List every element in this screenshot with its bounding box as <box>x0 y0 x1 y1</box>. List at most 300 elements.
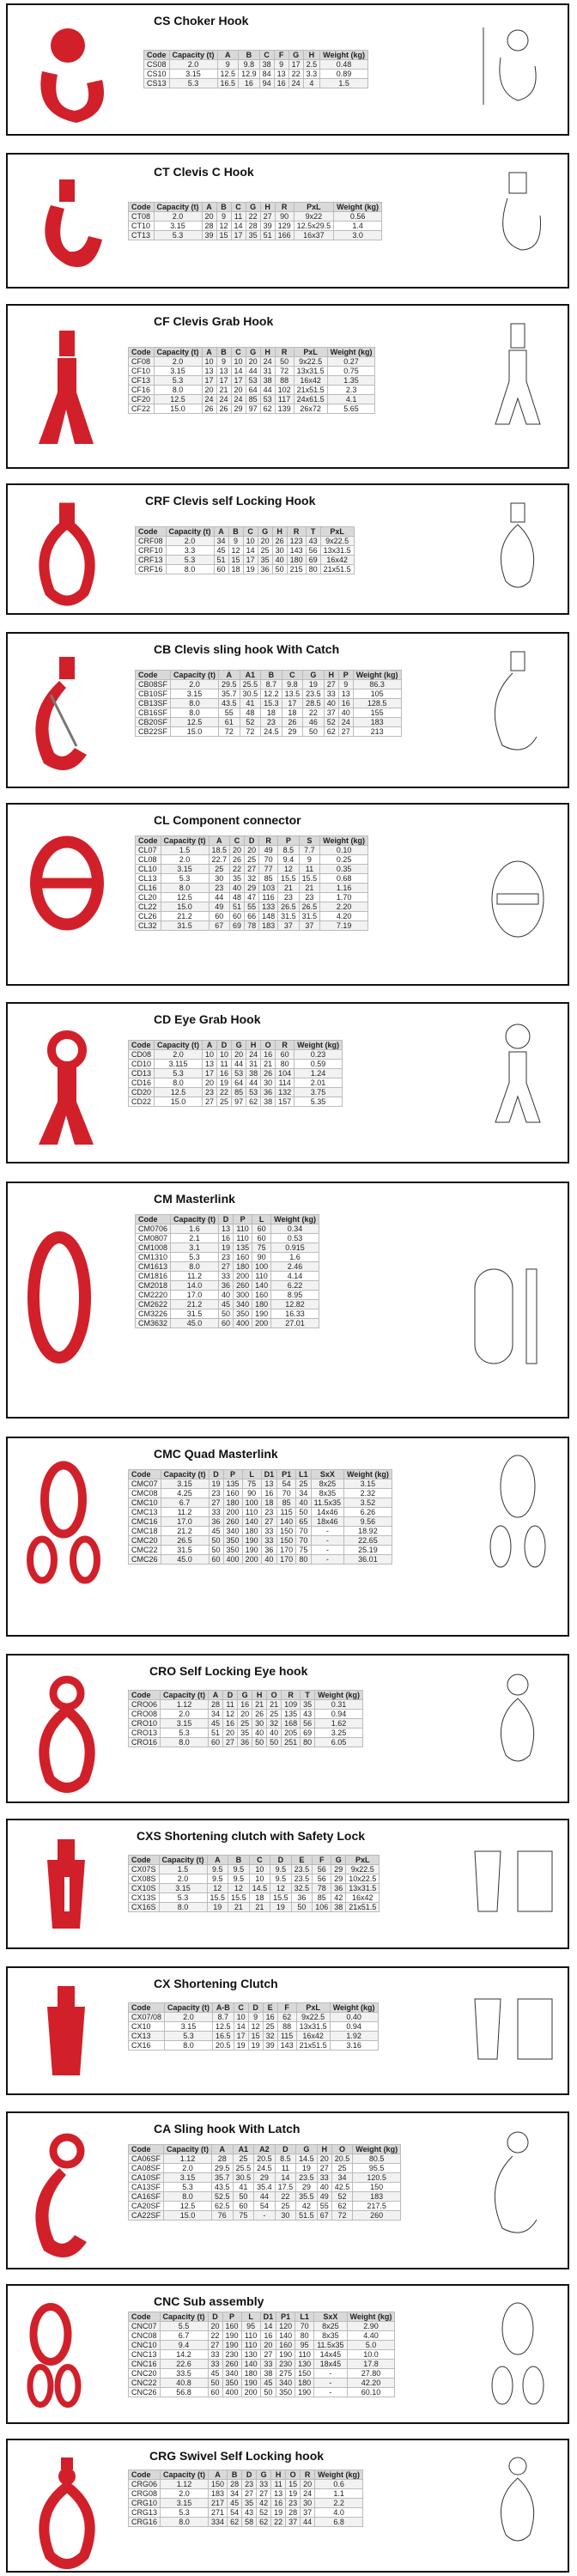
table-cell: 6.05 <box>315 1738 363 1747</box>
table-cell: 50 <box>233 2192 254 2202</box>
table-cell: 16.5 <box>213 2032 234 2041</box>
table-cell: 12 <box>228 546 243 556</box>
table-cell: 36 <box>291 1893 313 1903</box>
table-cell: 0.94 <box>330 2022 378 2032</box>
table-row <box>129 2369 395 2379</box>
table-row <box>129 1700 363 1710</box>
spec-table <box>128 1040 343 1107</box>
table-cell: 50 <box>252 1738 267 1747</box>
table-cell: 17 <box>282 699 303 708</box>
column-header: R <box>259 836 278 846</box>
product-section <box>6 1002 569 1163</box>
section-title: CL Component connector <box>154 813 301 827</box>
table-row <box>136 1291 319 1300</box>
table-cell: 29 <box>282 727 303 737</box>
table-cell: 28 <box>209 1700 223 1710</box>
table-cell: CRG16 <box>129 2518 161 2527</box>
table-cell: 2.0 <box>155 1050 203 1060</box>
table-row <box>129 1738 363 1747</box>
section-title: CX Shortening Clutch <box>154 1977 278 1990</box>
table-cell: 115 <box>277 2032 296 2041</box>
table-cell: 26 <box>216 404 231 414</box>
table-cell: 8.0 <box>161 2518 209 2527</box>
table-cell: 12.5 <box>164 2202 212 2211</box>
table-cell: 183 <box>259 921 278 931</box>
table-cell: 123 <box>287 537 306 546</box>
table-cell: 9x22 <box>294 212 334 222</box>
table-cell: 180 <box>234 1262 252 1272</box>
table-cell: CL22 <box>136 902 161 912</box>
table-row <box>129 2341 395 2350</box>
column-header: Weight (kg) <box>320 51 368 60</box>
table-cell: 20.5 <box>331 2154 353 2164</box>
table-row <box>129 222 382 231</box>
table-cell: 16x37 <box>294 231 334 240</box>
table-cell: 22 <box>208 2331 222 2341</box>
table-cell: 29 <box>296 2183 318 2192</box>
table-cell: 350 <box>276 2388 295 2397</box>
table-cell: 27 <box>257 2489 271 2499</box>
table-cell: 44 <box>209 893 230 902</box>
column-header: L <box>242 1470 261 1479</box>
section-title: CM Masterlink <box>154 1192 235 1206</box>
column-header: P <box>223 1470 242 1479</box>
table-cell: 8.0 <box>164 2192 212 2202</box>
table-row <box>136 1272 319 1281</box>
shortening-clutch-icon <box>16 1978 118 2095</box>
table-cell: 21 <box>216 386 231 395</box>
column-header: F <box>277 2003 296 2013</box>
table-cell: 230 <box>276 2360 295 2369</box>
column-header: P1 <box>276 2312 295 2322</box>
table-cell: 36 <box>331 1884 346 1893</box>
table-cell: 9 <box>216 357 231 367</box>
table-cell: 1.12 <box>161 2480 209 2489</box>
table-row <box>129 1536 392 1546</box>
table-cell: 12.5 <box>154 395 202 404</box>
table-cell: 50 <box>208 2379 222 2388</box>
table-cell: 60 <box>209 912 230 921</box>
table-cell: 0.27 <box>327 357 375 367</box>
table-row <box>129 1710 363 1719</box>
table-cell: 28 <box>228 2480 242 2489</box>
table-cell: CNC08 <box>129 2331 161 2341</box>
table-cell: 9 <box>248 2013 263 2022</box>
table-cell: 20 <box>208 2322 222 2331</box>
masterlink-icon <box>16 1194 118 1419</box>
table-cell: 25 <box>263 2022 277 2032</box>
technical-drawing-icon <box>475 839 561 968</box>
table-cell: 18.92 <box>344 1527 392 1536</box>
table-cell: 3.15 <box>159 1884 207 1893</box>
table-cell: 5.3 <box>161 874 209 884</box>
table-cell: 35.4 <box>254 2183 276 2192</box>
table-cell: 26 <box>261 1069 276 1078</box>
column-header: H <box>260 348 275 357</box>
table-cell: 72 <box>219 727 240 737</box>
table-cell: 20 <box>232 1050 246 1060</box>
table-cell: CX10 <box>129 2022 165 2032</box>
table-cell: 62 <box>324 727 338 737</box>
product-section <box>6 1966 569 2095</box>
table-cell: 143 <box>277 2041 296 2050</box>
table-cell: 44 <box>254 2192 276 2202</box>
table-cell: 50 <box>275 357 294 367</box>
table-cell: 190 <box>242 1536 261 1546</box>
table-cell: 160 <box>223 1489 242 1498</box>
table-cell: 32.5 <box>291 1884 313 1893</box>
table-cell: 190 <box>242 1546 261 1555</box>
column-header: B <box>261 671 282 680</box>
column-header: H <box>252 1691 267 1700</box>
table-cell: 1.5 <box>161 846 209 855</box>
technical-drawing-icon <box>475 19 561 122</box>
table-row <box>144 70 368 79</box>
table-cell: CL10 <box>136 865 161 874</box>
table-cell: 40 <box>252 1728 267 1738</box>
table-cell: 17 <box>202 376 216 386</box>
table-cell: 40 <box>324 699 338 708</box>
table-cell: 56.8 <box>160 2388 208 2397</box>
table-cell: 42 <box>257 2499 271 2508</box>
column-header: Capacity (t) <box>154 348 202 357</box>
column-header: Weight (kg) <box>271 1215 319 1224</box>
table-cell: 217.5 <box>353 2202 401 2211</box>
column-header: H <box>272 527 287 537</box>
table-cell: 11.5x35 <box>314 2341 347 2350</box>
table-cell: 109 <box>282 1700 301 1710</box>
table-cell: CT08 <box>129 212 155 222</box>
table-cell: 18 <box>249 1893 270 1903</box>
column-header: R <box>301 2470 315 2480</box>
table-cell: 33 <box>317 2173 331 2183</box>
table-cell: 0.34 <box>271 1224 319 1234</box>
table-cell: 33 <box>209 1508 223 1517</box>
table-cell: 9 <box>274 60 288 70</box>
table-cell: 7.7 <box>299 846 320 855</box>
table-cell: 36 <box>258 565 272 574</box>
technical-drawing-icon <box>475 1452 561 1598</box>
table-cell: CRO06 <box>129 1700 161 1710</box>
table-cell: 1.4 <box>334 222 382 231</box>
column-header: Capacity (t) <box>161 836 209 846</box>
table-cell: 39 <box>263 2041 277 2050</box>
table-cell: 18.5 <box>209 846 230 855</box>
table-row <box>136 690 402 699</box>
table-cell: 72 <box>331 2211 353 2221</box>
table-cell: 32 <box>263 2032 277 2041</box>
table-cell: 22 <box>303 708 325 718</box>
spec-table <box>135 835 368 931</box>
table-cell: 16x42 <box>296 2032 330 2041</box>
table-cell: 25 <box>275 2202 296 2211</box>
table-cell: CM1816 <box>136 1272 171 1281</box>
self-locking-eye-hook-icon <box>16 1666 118 1803</box>
table-cell: 50 <box>272 565 287 574</box>
table-cell: 140 <box>276 2331 295 2341</box>
table-cell: - <box>314 2369 347 2379</box>
column-header: B <box>228 2470 242 2480</box>
table-cell: 14 <box>231 367 246 376</box>
table-cell: 20 <box>230 846 245 855</box>
table-cell: 22.65 <box>344 1536 392 1546</box>
table-cell: 33 <box>324 690 338 699</box>
column-header: Weight (kg) <box>347 2312 395 2322</box>
table-row <box>129 404 375 414</box>
table-cell: 26 <box>272 537 287 546</box>
table-cell: 20 <box>202 212 216 222</box>
table-cell: 0.56 <box>334 212 382 222</box>
table-cell: 350 <box>223 1546 242 1555</box>
table-cell: 62.5 <box>212 2202 234 2211</box>
table-cell: 15 <box>248 2032 263 2041</box>
table-row <box>129 2508 363 2518</box>
column-header: B <box>228 527 243 537</box>
table-cell: 16 <box>261 1489 277 1498</box>
table-cell: - <box>311 1555 343 1564</box>
column-header: D <box>275 2145 296 2154</box>
table-cell: 8.95 <box>271 1291 319 1300</box>
choker-hook-icon <box>16 15 118 136</box>
table-cell: 15.0 <box>154 404 202 414</box>
column-header: G <box>258 527 272 537</box>
table-row <box>129 2322 395 2331</box>
table-cell: 3.1 <box>171 1243 219 1253</box>
table-cell: 21.2 <box>161 1527 209 1536</box>
table-cell: 2.2 <box>315 2499 363 2508</box>
table-cell: 17.0 <box>171 1291 219 1300</box>
table-cell: 80 <box>276 1060 295 1069</box>
table-cell: 39 <box>260 222 275 231</box>
table-cell: CNC22 <box>129 2379 161 2388</box>
column-header: Weight (kg) <box>315 2470 363 2480</box>
table-cell: 23 <box>278 893 300 902</box>
table-cell: 12.2 <box>261 690 282 699</box>
column-header: PxL <box>320 527 354 537</box>
table-cell: 9.5 <box>228 1865 250 1874</box>
self-locking-hook-icon <box>16 495 118 615</box>
table-cell: 23 <box>242 2480 257 2489</box>
table-cell: 17.0 <box>161 1517 209 1527</box>
table-cell: 4 <box>303 79 320 88</box>
table-cell: 77 <box>259 865 278 874</box>
column-header: D <box>209 1470 223 1479</box>
table-cell: 150 <box>209 2480 228 2489</box>
table-cell: 9 <box>216 212 231 222</box>
table-cell: 1.70 <box>320 893 368 902</box>
table-cell: CB22SF <box>136 727 171 737</box>
table-cell: 8x25 <box>314 2322 347 2331</box>
table-cell: 13.5 <box>282 690 303 699</box>
table-cell: 52 <box>240 718 261 727</box>
table-cell: 260 <box>223 1517 242 1527</box>
table-cell: 16x42 <box>346 1893 380 1903</box>
table-cell: 55 <box>245 902 259 912</box>
table-cell: 110 <box>234 1224 252 1234</box>
table-cell: 40 <box>267 1728 282 1738</box>
table-cell: CA16SF <box>129 2192 164 2202</box>
table-cell: 23.5 <box>291 1874 313 1884</box>
table-cell: 43 <box>301 1710 315 1719</box>
table-cell: 72 <box>240 727 261 737</box>
table-cell: 80 <box>296 1555 312 1564</box>
table-row <box>129 1069 343 1078</box>
table-cell: - <box>311 1536 343 1546</box>
table-cell: 33 <box>261 1536 277 1546</box>
column-header: D <box>270 1856 292 1865</box>
column-header: Capacity (t) <box>164 2145 212 2154</box>
table-cell: 29.5 <box>219 680 240 690</box>
table-cell: 130 <box>241 2350 260 2360</box>
table-cell: CL16 <box>136 884 161 893</box>
table-cell: 13 <box>271 2489 286 2499</box>
technical-drawing-icon <box>475 2454 561 2566</box>
table-cell: 12.5 <box>217 70 239 79</box>
table-cell: 24 <box>246 1050 261 1060</box>
table-cell: 28 <box>202 222 216 231</box>
table-cell: 24.5 <box>254 2164 276 2173</box>
table-cell: 60 <box>209 1555 223 1564</box>
table-cell: 14 <box>234 2022 248 2032</box>
table-row <box>129 212 382 222</box>
section-title: CD Eye Grab Hook <box>154 1012 261 1026</box>
table-cell: 17 <box>231 231 246 240</box>
table-cell: 37 <box>286 2518 301 2527</box>
table-cell: CNC13 <box>129 2350 161 2360</box>
table-cell: 26.5 <box>299 902 320 912</box>
spec-table <box>128 2312 395 2397</box>
table-cell: 8.0 <box>171 1262 219 1272</box>
table-cell: 33 <box>219 1272 234 1281</box>
column-header: D <box>242 2470 257 2480</box>
table-cell: 17 <box>231 376 246 386</box>
table-cell: 170 <box>277 1555 296 1564</box>
table-cell: 62 <box>228 2518 242 2527</box>
table-cell: 140 <box>241 2360 260 2369</box>
column-header: PxL <box>346 1856 380 1865</box>
table-cell: 12 <box>270 1884 292 1893</box>
column-header: P <box>234 1215 252 1224</box>
table-cell: 49 <box>317 2192 331 2202</box>
table-cell: 16.5 <box>217 79 239 88</box>
column-header: A <box>209 1691 223 1700</box>
table-cell: 25 <box>267 1710 282 1719</box>
column-header: Capacity (t) <box>166 527 214 537</box>
table-cell: 180 <box>295 2379 314 2388</box>
table-cell: 21 <box>299 884 320 893</box>
table-cell: 150 <box>353 2183 401 2192</box>
table-cell: CM1310 <box>136 1253 171 1262</box>
table-cell: 30 <box>301 2499 315 2508</box>
table-row <box>129 2164 401 2173</box>
column-header: D <box>223 1691 238 1700</box>
table-cell: 32 <box>245 874 259 884</box>
table-cell: 19 <box>286 2489 301 2499</box>
section-title: CNC Sub assembly <box>154 2294 264 2308</box>
table-cell: 50 <box>260 2388 276 2397</box>
table-cell: 21 <box>267 1700 282 1710</box>
table-cell: 90 <box>275 212 294 222</box>
table-cell: 190 <box>222 2341 241 2350</box>
table-cell: 40 <box>261 1555 277 1564</box>
table-cell: 85 <box>259 874 278 884</box>
column-header: Code <box>136 527 167 537</box>
table-cell: 8.7 <box>261 680 282 690</box>
table-cell: 50 <box>296 1508 312 1517</box>
table-cell: 67 <box>209 921 230 931</box>
column-header: Weight (kg) <box>353 2145 401 2154</box>
column-header: Code <box>129 1470 161 1479</box>
table-cell: 70 <box>296 1536 312 1546</box>
table-cell: 18 <box>282 708 303 718</box>
table-cell: 200 <box>234 1272 252 1281</box>
table-cell: 35.5 <box>296 2192 318 2202</box>
table-cell: 24 <box>288 79 303 88</box>
product-section <box>6 1819 569 1949</box>
table-cell: 200 <box>223 1508 242 1517</box>
table-cell: 5.3 <box>164 2183 212 2192</box>
table-cell: 53 <box>246 1088 261 1097</box>
table-cell: 4.1 <box>327 395 375 404</box>
table-cell: 40 <box>338 708 353 718</box>
table-cell: 53 <box>260 395 275 404</box>
table-cell: 60 <box>233 2202 254 2211</box>
table-cell: 25 <box>258 546 272 556</box>
column-header: PxL <box>294 348 327 357</box>
table-cell: 31 <box>246 1060 261 1069</box>
column-header: B <box>216 348 231 357</box>
column-header: Capacity (t) <box>154 203 202 212</box>
table-cell: 18x45 <box>314 2360 347 2369</box>
table-cell: CT13 <box>129 231 155 240</box>
table-cell: 50 <box>209 1546 223 1555</box>
table-cell: 23 <box>219 1253 234 1262</box>
table-cell: CNC07 <box>129 2322 161 2331</box>
table-cell: 16 <box>260 2331 276 2341</box>
table-cell: 50 <box>303 727 325 737</box>
table-cell: 22 <box>271 2518 286 2527</box>
table-cell: 23.5 <box>291 1865 313 1874</box>
table-row <box>129 1527 392 1536</box>
table-cell: 190 <box>295 2388 314 2397</box>
table-cell: 43 <box>306 537 320 546</box>
table-cell: 45 <box>219 1300 234 1309</box>
table-cell: 55 <box>317 2202 331 2211</box>
table-cell: 18 <box>261 1498 277 1508</box>
table-cell: CMC18 <box>129 1527 161 1536</box>
table-cell: 14x46 <box>311 1508 343 1517</box>
table-cell: 275 <box>276 2369 295 2379</box>
table-cell: 19 <box>296 2164 318 2173</box>
table-cell: 15.5 <box>228 1893 250 1903</box>
column-header: C <box>231 348 246 357</box>
table-cell: 103 <box>259 884 278 893</box>
table-cell: 2.20 <box>320 902 368 912</box>
table-cell: 53 <box>232 1069 246 1078</box>
table-cell: 27 <box>223 1738 238 1747</box>
section-title: CS Choker Hook <box>154 14 249 27</box>
table-cell: 2.3 <box>327 386 375 395</box>
table-cell: 3.15 <box>161 1479 209 1489</box>
table-cell: 45 <box>214 546 228 556</box>
table-cell: 15.5 <box>207 1893 228 1903</box>
table-cell: 1.62 <box>315 1719 363 1728</box>
table-cell: 28 <box>246 222 260 231</box>
table-cell: 5.3 <box>161 2508 209 2518</box>
table-cell: 60 <box>209 1738 223 1747</box>
table-cell: 16 <box>238 1700 252 1710</box>
table-row <box>136 708 402 718</box>
